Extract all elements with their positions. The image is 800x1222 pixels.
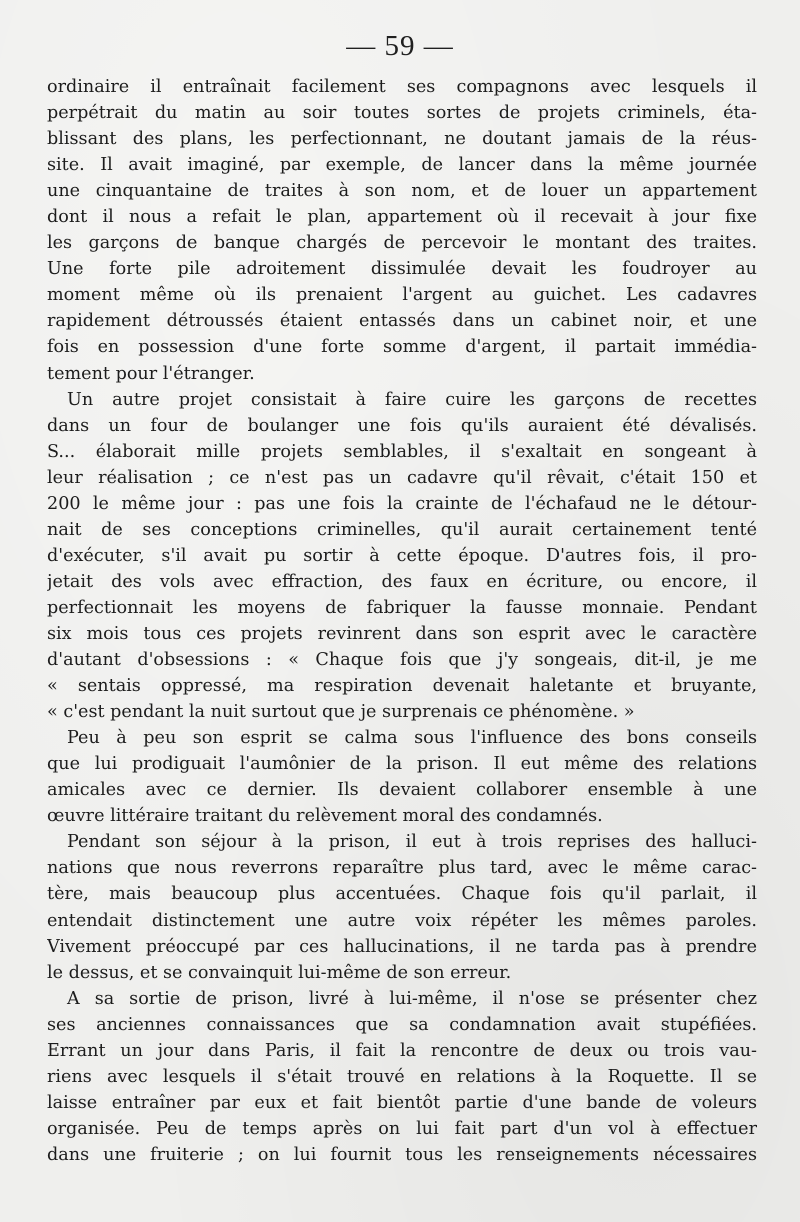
text-line: blissant des plans, les perfectionnant, ne doutant jamais de la réus- xyxy=(47,129,757,150)
text-line: 200 le même jour : pas une fois la crainte de l'échafaud ne le détour- xyxy=(47,493,757,514)
text-line: nations que nous reverrons reparaître plus tard, avec le même carac- xyxy=(47,858,757,879)
text-line: perpétrait du matin au soir toutes sortes de projets criminels, éta- xyxy=(47,103,757,124)
text-line: tement pour l'étranger. xyxy=(47,363,255,384)
text-line: ses anciennes connaissances que sa condamnation avait stupéfiées. xyxy=(47,1014,757,1035)
text-line: organisée. Peu de temps après on lui fait part d'un vol à effectuer xyxy=(47,1118,757,1139)
text-line: d'autant d'obsessions : « Chaque fois que j'y songeais, dit-il, je me xyxy=(47,650,757,671)
text-line: Vivement préoccupé par ces hallucinations, il ne tarda pas à prendre xyxy=(47,936,757,957)
text-line: nait de ses conceptions criminelles, qu'il aurait certainement tenté xyxy=(47,519,757,540)
text-line: dans une fruiterie ; on lui fournit tous les renseignements nécessaires xyxy=(47,1144,757,1165)
text-line: « sentais oppressé, ma respiration devenait haletante et bruyante, xyxy=(47,676,757,697)
text-line: ordinaire il entraînait facilement ses compagnons avec lesquels il xyxy=(47,77,757,97)
text-line: perfectionnait les moyens de fabriquer la fausse monnaie. Pendant xyxy=(47,597,757,618)
text-line: Peu à peu son esprit se calma sous l'influence des bons conseils xyxy=(67,728,757,749)
text-line: leur réalisation ; ce n'est pas un cadavre qu'il rêvait, c'était 150 et xyxy=(47,467,757,488)
text-line: A sa sortie de prison, livré à lui-même, il n'ose se présenter chez xyxy=(67,988,757,1009)
text-line: Un autre projet consistait à faire cuire les garçons de recettes xyxy=(67,389,757,410)
text-line: Pendant son séjour à la prison, il eut à trois reprises des halluci- xyxy=(67,832,757,853)
text-line: d'exécuter, s'il avait pu sortir à cette époque. D'autres fois, il pro- xyxy=(47,545,757,566)
text-line: site. Il avait imaginé, par exemple, de lancer dans la même journée xyxy=(47,155,757,176)
text-line: moment même où ils prenaient l'argent au guichet. Les cadavres xyxy=(47,285,757,306)
text-line: dans un four de boulanger une fois qu'ils auraient été dévalisés. xyxy=(47,415,757,436)
text-line: jetait des vols avec effraction, des faux en écriture, ou encore, il xyxy=(47,571,757,592)
text-line: une cinquantaine de traites à son nom, et de louer un appartement xyxy=(47,181,757,202)
text-line: le dessus, et se convainquit lui-même de son erreur. xyxy=(47,962,512,983)
text-line: Errant un jour dans Paris, il fait la rencontre de deux ou trois vau- xyxy=(47,1040,757,1061)
text-line: les garçons de banque chargés de percevoir le montant des traites. xyxy=(47,233,757,254)
text-line: que lui prodiguait l'aumônier de la prison. Il eut même des relations xyxy=(47,754,757,775)
body-text xyxy=(47,74,757,1168)
page-number: — 59 — xyxy=(346,30,454,62)
text-line: rapidement détroussés étaient entassés dans un cabinet noir, et une xyxy=(47,311,757,332)
text-line: S... élaborait mille projets semblables, il s'exaltait en songeant à xyxy=(47,441,757,462)
text-line: « c'est pendant la nuit surtout que je surprenais ce phénomène. » xyxy=(47,702,635,723)
text-line: dont il nous a refait le plan, appartement où il recevait à jour fixe xyxy=(47,207,757,228)
text-line: œuvre littéraire traitant du relèvement moral des condamnés. xyxy=(47,806,603,827)
text-line: tère, mais beaucoup plus accentuées. Chaque fois qu'il parlait, il xyxy=(47,884,757,905)
text-line: riens avec lesquels il s'était trouvé en relations à la Roquette. Il se xyxy=(47,1066,757,1087)
text-line: entendait distinctement une autre voix répéter les mêmes paroles. xyxy=(47,910,757,931)
text-line: Une forte pile adroitement dissimulée devait les foudroyer au xyxy=(47,259,757,280)
text-line: amicales avec ce dernier. Ils devaient collaborer ensemble à une xyxy=(47,780,757,801)
text-line: six mois tous ces projets revinrent dans son esprit avec le caractère xyxy=(47,623,757,644)
text-line: fois en possession d'une forte somme d'argent, il partait immédia- xyxy=(47,337,757,358)
text-line: laisse entraîner par eux et fait bientôt partie d'une bande de voleurs xyxy=(47,1092,757,1113)
